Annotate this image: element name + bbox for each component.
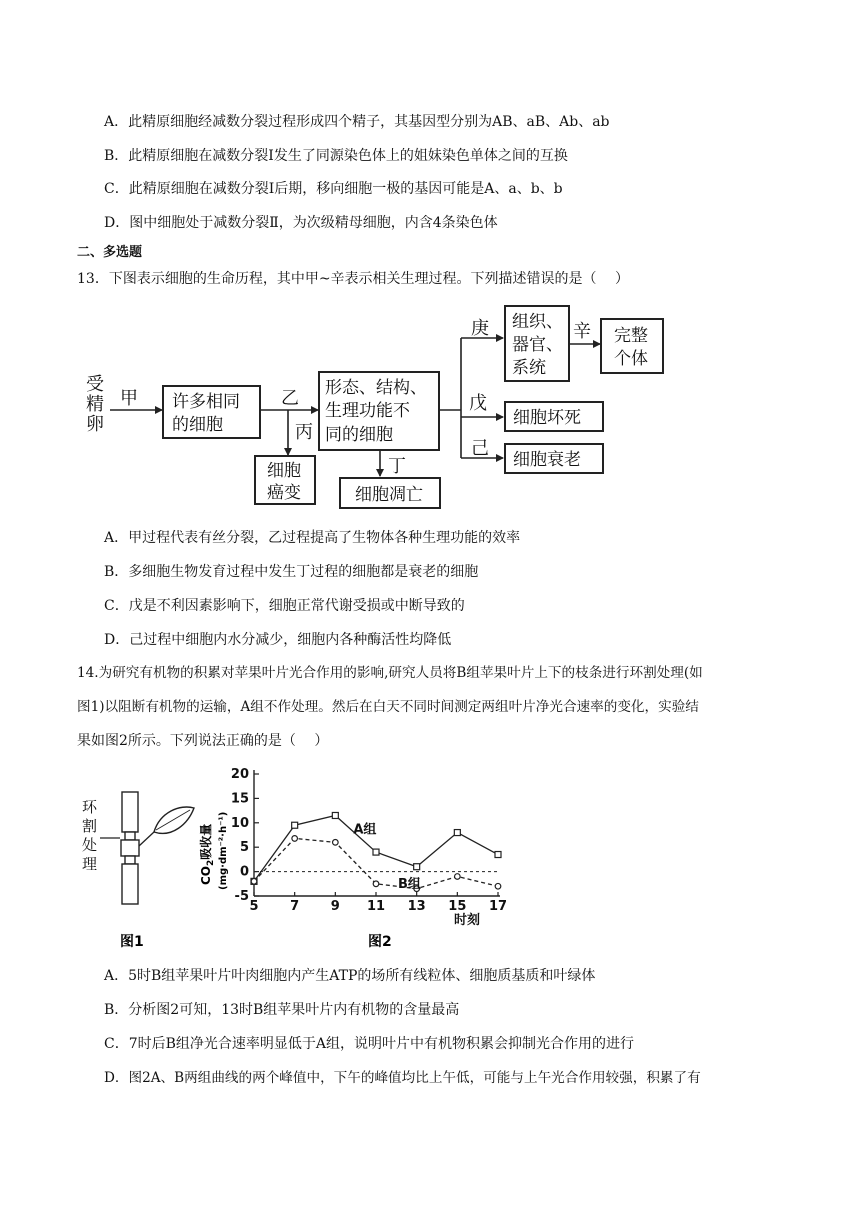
- y-axis-label: $CO_2$吸收量: [199, 823, 216, 885]
- label-jia: 甲: [120, 388, 138, 409]
- girdle-char-4: 理: [82, 855, 98, 873]
- data-point-b: [455, 874, 461, 880]
- label-bing: 丙: [295, 422, 313, 443]
- data-point-a: [292, 822, 298, 828]
- girdle-char-3: 处: [82, 836, 98, 854]
- data-point-b: [292, 836, 298, 842]
- y-tick-label: 20: [230, 767, 249, 782]
- x-tick-label: 7: [290, 899, 300, 914]
- box-diff-line1: 形态、结构、: [325, 378, 427, 398]
- y-tick-label: 5: [239, 840, 249, 856]
- label-geng: 庚: [471, 318, 489, 339]
- zygote-char-3: 卵: [86, 414, 104, 435]
- q13-option-c: C．戊是不利因素影响下，细胞正常代谢受损或中断导致的: [104, 598, 465, 614]
- figure-1-girdling: [76, 760, 216, 960]
- section-heading: 二、多选题: [77, 245, 143, 260]
- y-tick-label: -5: [234, 889, 249, 904]
- box-tissue-line3: 系统: [512, 358, 546, 378]
- y-tick-label: 15: [230, 791, 249, 807]
- label-wu: 戊: [469, 393, 487, 414]
- q13-option-b: B．多细胞生物发育过程中发生丁过程的细胞都是衰老的细胞: [104, 564, 479, 580]
- figure-2-chart: [199, 760, 508, 960]
- q14-stem-line2: 图1)以阻断有机物的运输，A组不作处理。然后在白天不同时间测定两组叶片净光合速率的变化，实验结: [77, 699, 699, 715]
- box-tissue-line1: 组织、: [512, 312, 563, 332]
- box-diff-line2: 生理功能不: [325, 401, 410, 421]
- girdle-char-2: 割: [82, 817, 98, 835]
- q14-option-a: A．5时B组苹果叶片叶肉细胞内产生ATP的场所有线粒体、细胞质基质和叶绿体: [104, 968, 596, 984]
- box-same-line1: 许多相同: [172, 392, 240, 412]
- x-axis-label: 时刻: [453, 913, 480, 928]
- box-tissue-line2: 器官、: [512, 335, 563, 355]
- y-tick-label: 0: [239, 864, 249, 880]
- label-ding: 丁: [388, 456, 406, 477]
- q12-option-a: A．此精原细胞经减数分裂过程形成四个精子，其基因型分别为AB、aB、Ab、ab: [104, 114, 610, 130]
- q13-option-d: D．己过程中细胞内水分减少，细胞内各种酶活性均降低: [104, 632, 452, 648]
- box-individual-line1: 完整: [614, 326, 648, 346]
- q14-stem-line1: 14.为研究有机物的积累对苹果叶片光合作用的影响,研究人员将B组苹果叶片上下的枝条进行环割处理(如: [77, 665, 703, 681]
- box-aging-text: 细胞衰老: [513, 450, 581, 470]
- box-apoptosis-text: 细胞凋亡: [355, 485, 423, 505]
- x-tick-label: 13: [407, 899, 426, 914]
- q13-stem: 13．下图表示细胞的生命历程，其中甲~辛表示相关生理过程。下列描述错误的是（ ）: [77, 271, 629, 287]
- girdle-char-1: 环: [82, 798, 98, 816]
- data-point-a: [454, 830, 460, 836]
- box-necrosis-text: 细胞坏死: [513, 408, 581, 428]
- label-xin: 辛: [573, 321, 591, 342]
- q12-option-b: B．此精原细胞在减数分裂Ⅰ发生了同源染色体上的姐妹染色单体之间的互换: [104, 148, 568, 164]
- series-label-b: B组: [398, 876, 421, 892]
- data-point-b: [373, 881, 379, 887]
- series-label-a: A组: [353, 822, 377, 838]
- box-individual-line2: 个体: [614, 349, 648, 369]
- data-point-b: [333, 840, 339, 846]
- q14-option-d: D．图2A、B两组曲线的两个峰值中，下午的峰值均比上午低，可能与上午光合作用较强，积累了有: [104, 1070, 701, 1086]
- box-same-line2: 的细胞: [172, 415, 223, 435]
- data-point-a: [332, 812, 338, 818]
- q14-stem-line3: 果如图2所示。下列说法正确的是（ ）: [77, 733, 329, 749]
- x-tick-label: 17: [488, 899, 508, 914]
- q12-option-d: D．图中细胞处于减数分裂Ⅱ，为次级精母细胞，内含4条染色体: [104, 215, 498, 231]
- data-point-a: [373, 849, 379, 855]
- cell-life-history-diagram: [0, 292, 860, 522]
- data-point-a: [414, 864, 420, 870]
- x-tick-label: 5: [249, 899, 259, 914]
- data-point-b: [251, 879, 257, 885]
- q13-option-a: A．甲过程代表有丝分裂，乙过程提高了生物体各种生理功能的效率: [104, 530, 521, 546]
- box-diff-line3: 同的细胞: [325, 425, 393, 445]
- label-ji: 己: [471, 438, 489, 459]
- zygote-char-1: 受: [86, 374, 104, 395]
- data-point-a: [495, 852, 501, 858]
- x-tick-label: 15: [448, 899, 467, 914]
- y-axis-unit: (mg·dm⁻²·h⁻¹): [218, 811, 229, 890]
- fig2-caption: 图2: [368, 934, 392, 950]
- x-tick-label: 11: [366, 899, 386, 914]
- box-cancer-line2: 癌变: [267, 483, 301, 503]
- q12-option-c: C．此精原细胞在减数分裂Ⅰ后期，移向细胞一极的基因可能是A、a、b、b: [104, 181, 563, 197]
- zygote-char-2: 精: [86, 394, 104, 415]
- data-point-b: [495, 883, 501, 889]
- q14-option-c: C．7时后B组净光合速率明显低于A组，说明叶片中有机物积累会抑制光合作用的进行: [104, 1036, 635, 1052]
- x-tick-label: 9: [330, 899, 340, 914]
- box-cancer-line1: 细胞: [267, 461, 301, 481]
- q14-option-b: B．分析图2可知，13时B组苹果叶片内有机物的含量最高: [104, 1002, 460, 1018]
- fig1-caption: 图1: [120, 934, 144, 950]
- label-yi: 乙: [281, 388, 299, 409]
- y-tick-label: 10: [230, 815, 249, 831]
